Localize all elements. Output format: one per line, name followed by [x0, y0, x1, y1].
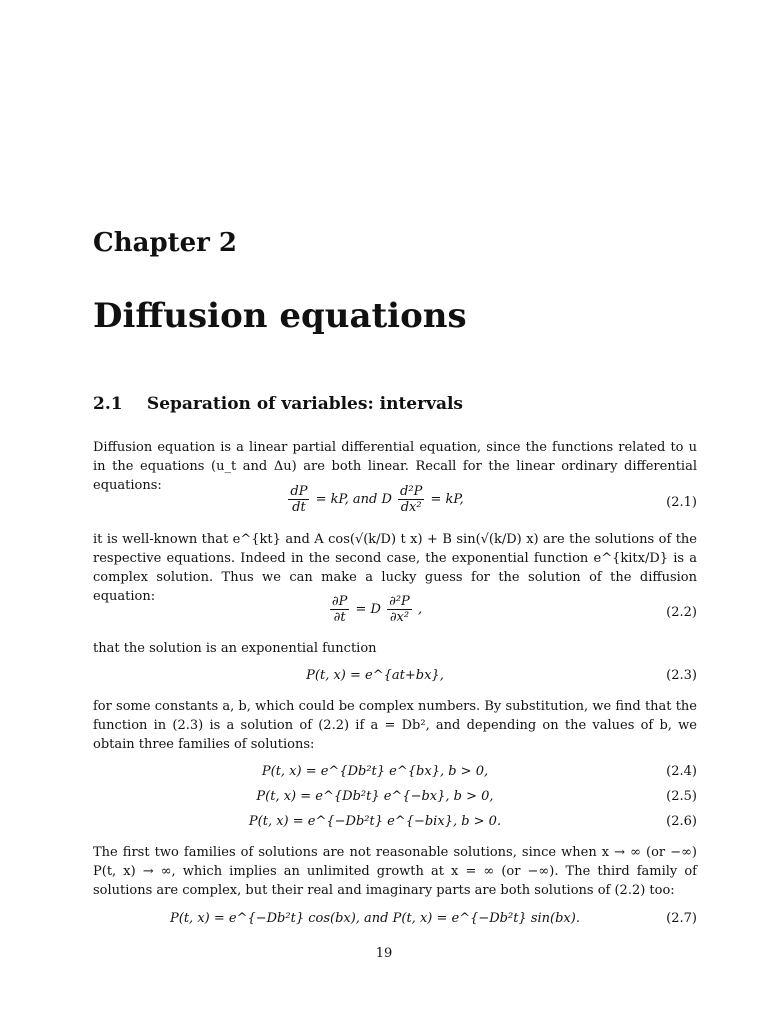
equation-number: (2.2) — [666, 605, 697, 620]
equation-body: P(t, x) = e^{−Db²t} e^{−bix}, b > 0. — [248, 814, 502, 829]
equation-2-7 — [93, 911, 697, 935]
section-title: Separation of variables: intervals — [146, 394, 463, 414]
paragraph-substitution: for some constants a, b, which could be complex numbers. By substitution, we find that the function in (2.3) is a solution of (2.2) if a = Db², and depending on the values of b, we obtain three families of solutions: — [93, 699, 697, 752]
equation-number: (2.1) — [666, 495, 697, 510]
section-heading — [93, 394, 463, 414]
equation-number: (2.6) — [666, 814, 697, 829]
equation-number: (2.4) — [666, 764, 697, 779]
paragraph-intro: Diffusion equation is a linear partial differential equation, since the functions related to u in the equations (u_t and Δu) are both linear. Recall for the linear ordinary differential equations: — [93, 440, 697, 493]
equation-body: $\frac{dP}{dt}$ = kP, and D $\frac{\text{d²P}}{\text{dx²}}$ = kP, — [290, 484, 464, 515]
equation-body: $\frac{\partial P}{\partial t}$ = D $\frac{\text{∂²P}}{\text{∂x²}}$ , — [331, 594, 423, 625]
paragraph-guess: it is well-known that e^{kt} and A cos(√(k/D) t x) + B sin(√(k/D) x) are the solutions of the respective equations. Indeed in the second case, the exponential function e^{kitx/D} is a complex solution. Thus we can make a lucky guess for the solution of the diffusion equation: — [93, 532, 697, 604]
equation-2-2 — [93, 594, 697, 634]
equation-2-6 — [93, 814, 697, 838]
chapter-title: Diffusion equations — [93, 296, 467, 336]
equation-body: P(t, x) = e^{at+bx}, — [306, 668, 444, 683]
equation-2-4 — [93, 764, 697, 788]
equation-2-5 — [93, 789, 697, 813]
equation-number: (2.7) — [666, 911, 697, 926]
equation-2-1 — [93, 484, 697, 524]
equation-body: P(t, x) = e^{Db²t} e^{−bx}, b > 0, — [256, 789, 494, 804]
paragraph-families: The first two families of solutions are not reasonable solutions, since when x → ∞ (or −∞) P(t, x) → ∞, which implies an unlimited growth at x = ∞ (or −∞). The third family of solutions are complex, but their real and imaginary parts are both solutions of (2.2) too: — [93, 845, 697, 898]
equation-body: P(t, x) = e^{Db²t} e^{bx}, b > 0, — [261, 764, 489, 779]
equation-body: P(t, x) = e^{−Db²t} cos(bx), and P(t, x) = e^{−Db²t} sin(bx). — [170, 911, 580, 926]
equation-2-3 — [93, 668, 697, 692]
equation-number: (2.3) — [666, 668, 697, 683]
equation-number: (2.5) — [666, 789, 697, 804]
paragraph-exponential: that the solution is an exponential function — [93, 641, 377, 656]
chapter-label: Chapter 2 — [93, 228, 238, 258]
section-number: 2.1 — [93, 394, 123, 414]
page-number: 19 — [375, 946, 393, 961]
